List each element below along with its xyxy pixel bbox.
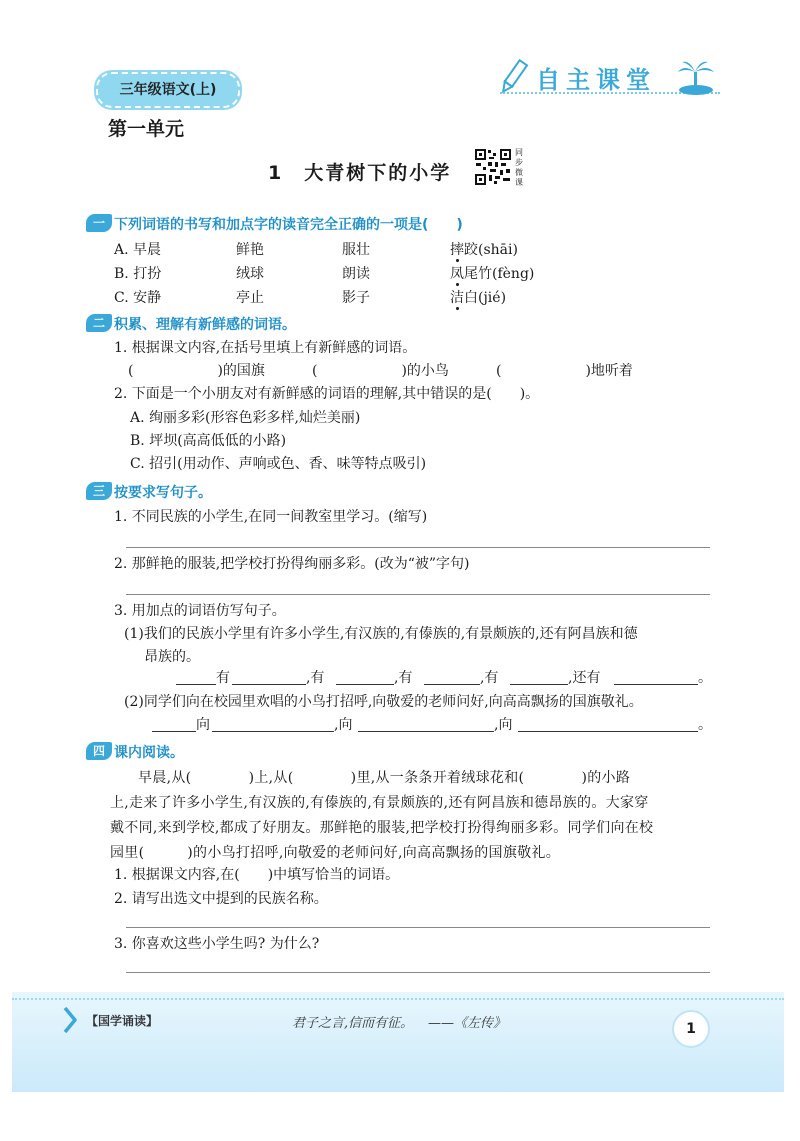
lesson-title: 1 大青树下的小学 [268, 162, 452, 184]
question-4-2: 2. 请写出选文中提到的民族名称。 [114, 891, 328, 907]
emphasis-dot [456, 259, 459, 262]
section-badge-3: 三 [86, 482, 112, 500]
footer-band [12, 992, 784, 1092]
answer-line[interactable] [126, 927, 710, 928]
question-2-2: 2. 下面是一个小朋友对有新鲜感的词语的理解,其中错误的是( )。 [114, 386, 540, 402]
example-sentence-1-end: 昂族的。 [144, 649, 200, 665]
answer-blank[interactable] [212, 717, 334, 732]
answer-line[interactable] [126, 972, 710, 973]
option-a-word: 鲜艳 [236, 242, 264, 258]
option-c-word: 影子 [342, 290, 370, 306]
pattern-word: ,向 [494, 717, 513, 733]
section-badge-1: 一 [86, 214, 112, 232]
option-b-word: 朗读 [342, 266, 370, 282]
answer-blank[interactable] [518, 717, 698, 732]
option-a-label: A. 早晨 [114, 242, 162, 258]
pattern-end: 。 [698, 670, 712, 686]
section-title-1: 下列词语的书写和加点字的读音完全正确的一项是( ) [114, 217, 463, 233]
fill-blank-listen[interactable]: ( )地听着 [496, 363, 633, 379]
pattern-end: 。 [698, 717, 712, 733]
pattern-word: 向 [196, 717, 210, 733]
option-c: C. 招引(用动作、声响或色、香、味等特点吸引) [130, 456, 427, 472]
option-b: B. 坪坝(高高低低的小路) [130, 433, 287, 449]
palm-island-icon [676, 60, 716, 96]
option-c-label: C. 安静 [114, 290, 162, 306]
pattern-word: 有 [216, 670, 230, 686]
option-a-word: 服壮 [342, 242, 370, 258]
answer-blank[interactable] [358, 717, 494, 732]
answer-line[interactable] [126, 594, 710, 595]
page-number: 1 [672, 1010, 710, 1048]
fill-blank-flag[interactable]: ( )的国旗 [128, 363, 265, 379]
answer-blank[interactable] [232, 670, 306, 685]
emphasis-dot [456, 283, 459, 286]
footer-quote: 君子之言,信而有征。 [292, 1016, 414, 1031]
question-2-1: 1. 根据课文内容,在括号里填上有新鲜感的词语。 [114, 340, 417, 356]
footer-quote-source: ——《左传》 [428, 1016, 507, 1031]
answer-blank[interactable] [510, 670, 568, 685]
footer-divider [12, 998, 784, 1000]
grade-tag: 三年级语文(上) [96, 72, 240, 108]
qr-label: 同步微课 [515, 148, 523, 187]
reading-paragraph-line: 早晨,从( )上,从( )里,从一条条开着绒球花和( )的小路 [138, 770, 631, 786]
section-badge-2: 二 [86, 314, 112, 332]
pattern-word: ,有 [306, 670, 325, 686]
option-c-word: 洁白(jié) [450, 290, 507, 306]
qr-code-icon[interactable] [474, 148, 512, 186]
option-a-word: 摔跤(shāi) [450, 242, 518, 258]
option-a: A. 绚丽多彩(形容色彩多样,灿烂美丽) [130, 410, 361, 426]
reading-paragraph-line: 上,走来了许多小学生,有汉族的,有傣族的,有景颇族的,还有阿昌族和德昂族的。大家穿 [110, 795, 649, 811]
answer-blank[interactable] [614, 670, 698, 685]
section-title-2: 积累、理解有新鲜感的词语。 [114, 317, 296, 333]
answer-blank[interactable] [176, 670, 216, 685]
answer-line[interactable] [126, 547, 710, 548]
section-badge-4: 四 [86, 742, 112, 760]
brand-title: 自主课堂 [536, 66, 656, 94]
example-sentence-2: (2)同学们向在校园里欢唱的小鸟打招呼,向敬爱的老师问好,向高高飘扬的国旗敬礼。 [124, 694, 643, 710]
question-3-3: 3. 用加点的词语仿写句子。 [114, 603, 286, 619]
example-sentence-1: (1)我们的民族小学里有许多小学生,有汉族的,有傣族的,有景颇族的,还有阿昌族和德 [124, 626, 638, 642]
pattern-word: ,向 [334, 717, 353, 733]
chevron-right-icon [62, 1006, 78, 1034]
answer-blank[interactable] [336, 670, 394, 685]
section-title-4: 课内阅读。 [114, 745, 184, 761]
option-b-word: 凤尾竹(fèng) [450, 266, 535, 282]
question-3-2: 2. 那鲜艳的服装,把学校打扮得绚丽多彩。(改为“被”字句) [114, 556, 470, 572]
option-b-label: B. 打扮 [114, 266, 162, 282]
emphasis-dot [456, 307, 459, 310]
pattern-word: ,有 [394, 670, 413, 686]
option-c-word: 亭止 [236, 290, 264, 306]
pattern-word: ,还有 [568, 670, 601, 686]
reading-paragraph-line: 园里( )的小鸟打招呼,向敬爱的老师问好,向高高飘扬的国旗敬礼。 [110, 845, 561, 861]
reading-paragraph-line: 戴不同,来到学校,都成了好朋友。那鲜艳的服装,把学校打扮得绚丽多彩。同学们向在校 [110, 820, 654, 836]
question-4-3: 3. 你喜欢这些小学生吗? 为什么? [114, 936, 320, 952]
pattern-word: ,有 [480, 670, 499, 686]
answer-blank[interactable] [152, 717, 196, 732]
unit-title: 第一单元 [108, 118, 185, 140]
section-title-3: 按要求写句子。 [114, 485, 212, 501]
footer-tag: 【国学诵读】 [86, 1014, 159, 1028]
question-3-1: 1. 不同民族的小学生,在同一间教室里学习。(缩写) [114, 509, 428, 525]
answer-blank[interactable] [424, 670, 480, 685]
option-b-word: 绒球 [236, 266, 264, 282]
question-4-1: 1. 根据课文内容,在( )中填写恰当的词语。 [114, 867, 400, 883]
fill-blank-bird[interactable]: ( )的小鸟 [312, 363, 449, 379]
